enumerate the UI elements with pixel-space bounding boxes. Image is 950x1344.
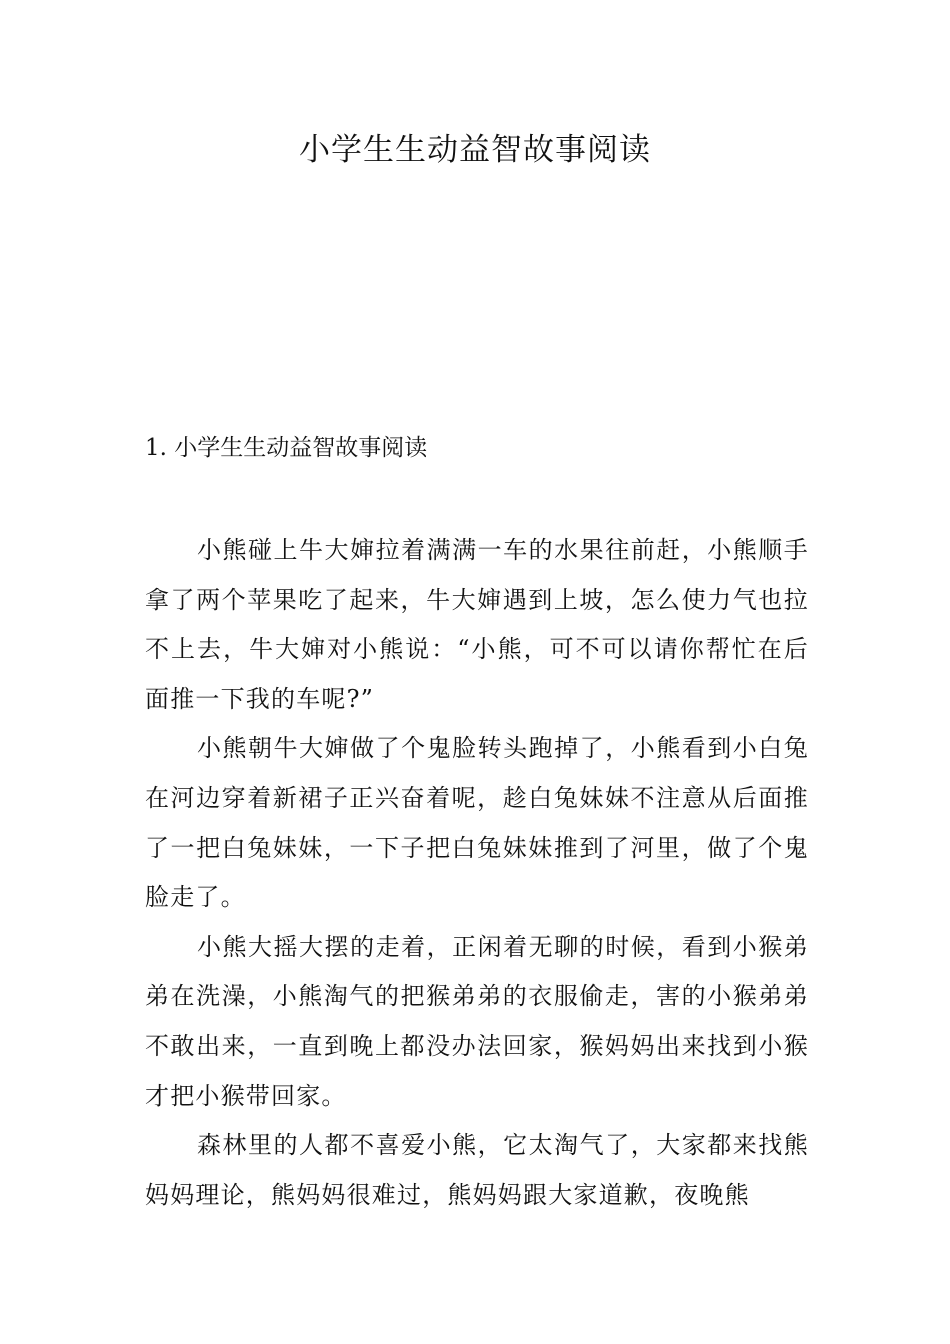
story-paragraph-4: 森林里的人都不喜爱小熊，它太淘气了，大家都来找熊妈妈理论，熊妈妈很难过，熊妈妈跟大家道歉，夜晚熊	[145, 1131, 809, 1209]
story-body	[145, 526, 809, 1220]
story-paragraph-2: 小熊朝牛大婶做了个鬼脸转头跑掉了，小熊看到小白兔在河边穿着新裙子正兴奋着呢，趁白兔妹妹不注意从后面推了一把白兔妹妹，一下子把白兔妹妹推到了河里，做了个鬼脸走了。	[145, 734, 809, 912]
story-paragraph-1: 小熊碰上牛大婶拉着满满一车的水果往前赶，小熊顺手拿了两个苹果吃了起来，牛大婶遇到上坡，怎么使力气也拉不上去，牛大婶对小熊说：“小熊，可不可以请你帮忙在后面推一下我的车呢?”	[145, 536, 809, 713]
story-paragraph-3: 小熊大摇大摆的走着，正闲着无聊的时候，看到小猴弟弟在洗澡，小熊淘气的把猴弟弟的衣服偷走，害的小猴弟弟不敢出来，一直到晚上都没办法回家，猴妈妈出来找到小猴才把小猴带回家。	[145, 932, 809, 1110]
document-title: 小学生生动益智故事阅读	[299, 132, 651, 168]
section-heading: 1. 小学生生动益智故事阅读	[145, 435, 428, 461]
